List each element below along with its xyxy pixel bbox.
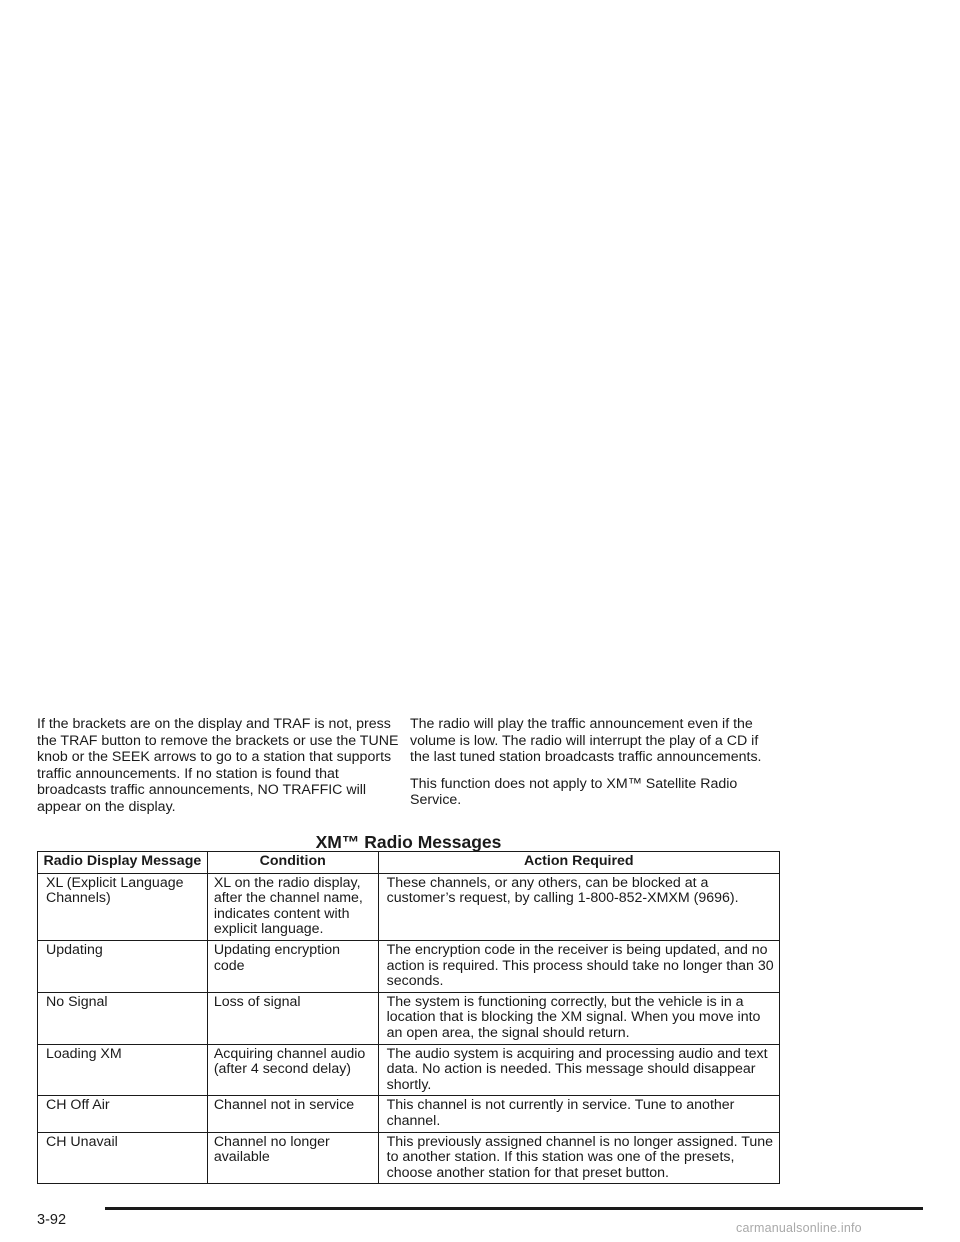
table-row	[38, 940, 780, 992]
cell-message: Updating	[38, 940, 208, 992]
table-row	[38, 992, 780, 1044]
cell-message: No Signal	[38, 992, 208, 1044]
cell-action: The encryption code in the receiver is being updated, and no action is required. This process should take no longer than 30 seconds.	[378, 940, 779, 992]
cell-condition: XL on the radio display, after the channel name, indicates content with explicit language.	[207, 873, 378, 940]
cell-condition: Channel no longer available	[207, 1132, 378, 1184]
table-title: XM™ Radio Messages	[315, 832, 502, 852]
cell-message: XL (Explicit Language Channels)	[38, 873, 208, 940]
table-row	[38, 873, 780, 940]
table-row	[38, 1044, 780, 1096]
watermark: carmanualsonline.info	[736, 1221, 862, 1235]
cell-condition: Channel not in service	[207, 1096, 378, 1132]
cell-condition: Loss of signal	[207, 992, 378, 1044]
xm-messages-table	[37, 851, 780, 1184]
table-row	[38, 1096, 780, 1132]
cell-message: Loading XM	[38, 1044, 208, 1096]
footer-rule	[105, 1207, 923, 1210]
cell-message: CH Unavail	[38, 1132, 208, 1184]
cell-action: The audio system is acquiring and processing audio and text data. No action is needed. This message should disappear shortly.	[378, 1044, 779, 1096]
cell-message: CH Off Air	[38, 1096, 208, 1132]
header-action: Action Required	[378, 852, 779, 874]
right-text-column	[410, 716, 780, 819]
cell-action: These channels, or any others, can be blocked at a customer’s request, by calling 1-800-852-XMXM (9696).	[378, 873, 779, 940]
cell-action: This previously assigned channel is no longer assigned. Tune to another station. If this station was one of the presets, choose another station for that preset button.	[378, 1132, 779, 1184]
cell-condition: Updating encryption code	[207, 940, 378, 992]
cell-action: The system is functioning correctly, but the vehicle is in a location that is blocking the XM signal. When you move into an open area, the signal should return.	[378, 992, 779, 1044]
cell-action: This channel is not currently in service. Tune to another channel.	[378, 1096, 779, 1132]
header-condition: Condition	[207, 852, 378, 874]
page-number: 3-92	[37, 1212, 67, 1228]
xm-note-paragraph: This function does not apply to XM™ Satellite Radio Service.	[410, 775, 738, 809]
table-header-row	[38, 852, 780, 874]
left-text-column	[37, 716, 399, 826]
traf-brackets-paragraph: If the brackets are on the display and TRAF is not, press the TRAF button to remove the brackets or use the TUNE knob or the SEEK arrows to go to a station that supports traffic announcements. If no station is found that broadcasts traffic announcements, NO TRAFFIC will appear on the display.	[37, 716, 399, 815]
traffic-volume-paragraph: The radio will play the traffic announcement even if the volume is low. The radio will interrupt the play of a CD if the last tuned station broadcasts traffic announcements.	[410, 716, 762, 766]
table-row	[38, 1132, 780, 1184]
header-message: Radio Display Message	[38, 852, 208, 874]
cell-condition: Acquiring channel audio (after 4 second delay)	[207, 1044, 378, 1096]
